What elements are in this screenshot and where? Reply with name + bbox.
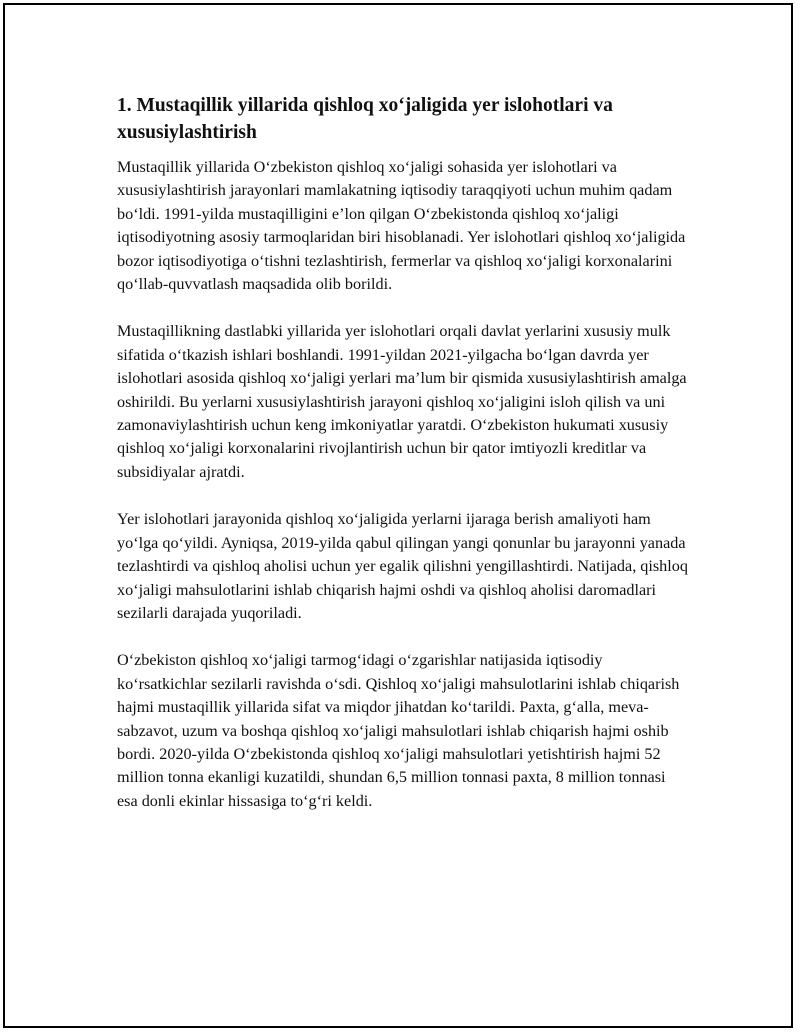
document-body	[117, 92, 689, 837]
paragraph-4: O‘zbekiston qishloq xo‘jaligi tarmog‘idagi o‘zgarishlar natijasida iqtisodiy ko‘rsatkichlar sezilarli ravishda o‘sdi. Qishloq xo‘jaligi mahsulotlarini ishlab chiqarish hajmi mustaqillik yillarida sifat va miqdor jihatdan ko‘tarildi. Paxta, g‘alla, meva-sabzavot, uzum va boshqa qishloq xo‘jaligi mahsulotlari ishlab chiqarish hajmi oshib bordi. 2020-yilda O‘zbekistonda qishloq xo‘jaligi mahsulotlari yetishtirish hajmi 52 million tonna ekanligi kuzatildi, shundan 6,5 million tonnasi paxta, 8 million tonnasi esa donli ekinlar hissasiga to‘g‘ri keldi.	[117, 651, 680, 810]
paragraph-2: Mustaqillikning dastlabki yillarida yer islohotlari orqali davlat yerlarini xususiy mulk sifatida o‘tkazish ishlari boshlandi. 1991-yildan 2021-yilgacha bo‘lgan davrda yer islohotlari asosida qishloq xo‘jaligi yerlari ma’lum bir qismida xususiylashtirish amalga oshirildi. Bu yerlarni xususiylashtirish jarayoni qishloq xo‘jaligini isloh qilish va uni zamonaviylashtirish uchun keng imkoniyatlar yaratdi. O‘zbekiston hukumati xususiy qishloq xo‘jaligi korxonalarini rivojlantirish uchun bir qator imtiyozli kreditlar va subsidiyalar ajratdi.	[117, 322, 687, 481]
paragraph-1: Mustaqillik yillarida O‘zbekiston qishloq xo‘jaligi sohasida yer islohotlari va xususiylashtirish jarayonlari mamlakatning iqtisodiy taraqqiyoti uchun muhim qadam bo‘ldi. 1991-yilda mustaqilligini e’lon qilgan O‘zbekistonda qishloq xo‘jaligi iqtisodiyotning asosiy tarmoqlaridan biri hisoblanadi. Yer islohotlari qishloq xo‘jaligida bozor iqtisodiyotiga o‘tishni tezlashtirish, fermerlar va qishloq xo‘jaligi korxonalarini qo‘llab-quvvatlash maqsadida olib borildi.	[117, 158, 686, 294]
paragraph-3: Yer islohotlari jarayonida qishloq xo‘jaligida yerlarni ijaraga berish amaliyoti ham yo‘lga qo‘yildi. Ayniqsa, 2019-yilda qabul qilingan yangi qonunlar bu jarayonni yanada tezlashtirdi va qishloq aholisi uchun yer egalik qilishni yengillashtirdi. Natijada, qishloq xo‘jaligi mahsulotlarini ishlab chiqarish hajmi oshdi va qishloq aholisi daromadlari sezilarli darajada yuqoriladi.	[117, 510, 688, 622]
section-heading: 1. Mustaqillik yillarida qishloq xo‘jaligida yer islohotlari va xususiylashtirish	[117, 95, 613, 143]
